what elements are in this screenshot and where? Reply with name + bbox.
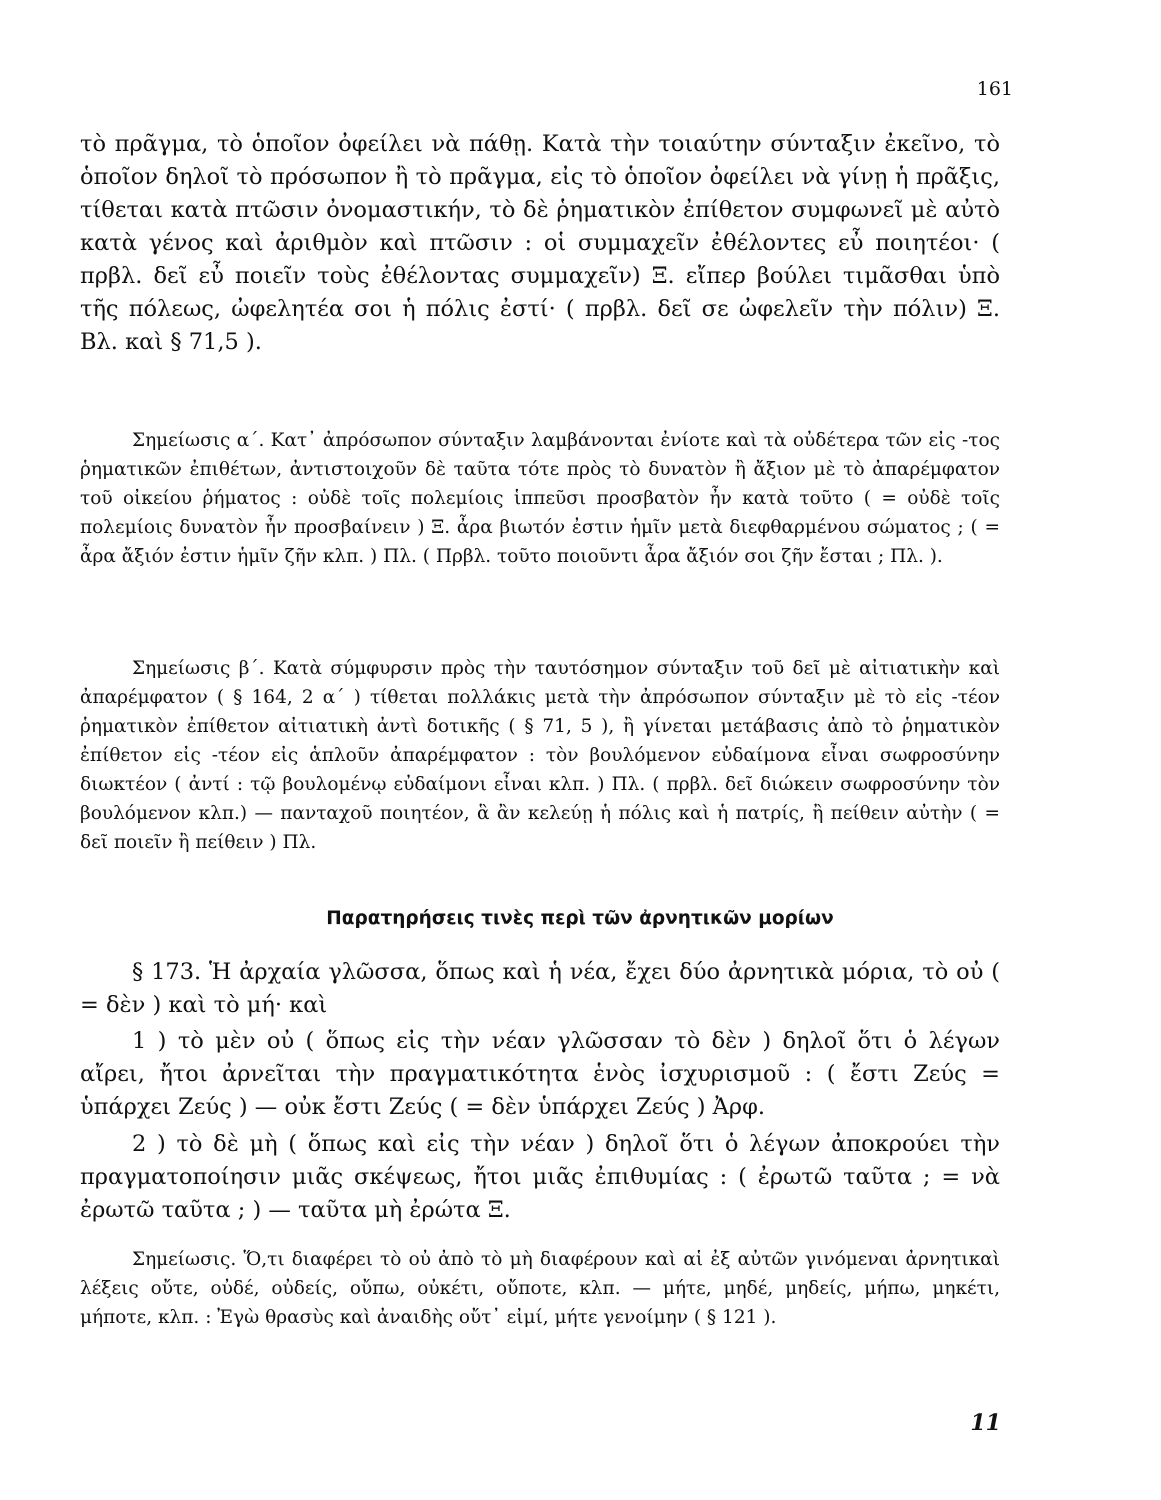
point-1-ou: 1 ) τὸ μὲν οὐ ( ὅπως εἰς τὴν νέαν γλῶσσαν τὸ δὲν ) δηλοῖ ὅτι ὁ λέγων αἴρει, ἤτοι ἀρνεῖται τὴν πραγματικότητα ἑνὸς ἰσχυρισμοῦ : ( ἔστι Ζεύς = ὑπάρχει Ζεύς ) — οὐκ ἔστι Ζεύς ( = δὲν ὑπάρχει Ζεύς ) Ἀρφ. bbox=[80, 1028, 1000, 1120]
section-heading: Παρατηρήσεις τινὲς περὶ τῶν ἀρνητικῶν μορίων bbox=[326, 908, 834, 929]
note-beta: Σημείωσις β΄. Κατὰ σύμφυρσιν πρὸς τὴν ταυτόσημον σύνταξιν τοῦ δεῖ μὲ αἰτιατικὴν καὶ ἀπαρέμφατον ( § 164, 2 α΄ ) τίθεται πολλάκις μετὰ τὴν ἀπρόσωπον σύνταξιν μὲ τὸ εἰς -τέον ῥηματικὸν ἐπίθετον αἰτιατικὴ ἀντὶ δοτικῆς ( § 71, 5 ), ἢ γίνεται μετάβασις ἀπὸ τὸ ῥηματικὸν ἐπίθετον εἰς -τέον εἰς ἁπλοῦν ἀπαρέμφατον : τὸν βουλόμενον εὐδαίμονα εἶναι σωφροσύνην διωκτέον ( ἀντί : τῷ βουλομένῳ εὐδαίμονι εἶναι κλπ. ) Πλ. ( πρβλ. δεῖ διώκειν σωφροσύνην τὸν βουλόμενον κλπ.) — πανταχοῦ ποιητέον, ἃ ἂν κελεύῃ ἡ πόλις καὶ ἡ πατρίς, ἢ πείθειν αὐτὴν ( = δεῖ ποιεῖν ἢ πείθειν ) Πλ. bbox=[80, 658, 1000, 853]
note-negative-words: Σημείωσις. Ὅ,τι διαφέρει τὸ οὐ ἀπὸ τὸ μὴ διαφέρουν καὶ αἱ ἐξ αὐτῶν γινόμεναι ἀρνητικαὶ λέξεις οὔτε, οὐδέ, οὐδείς, οὔπω, οὐκέτι, οὔποτε, κλπ. — μήτε, μηδέ, μηδείς, μήπω, μηκέτι, μήποτε, κλπ. : Ἐγὼ θρασὺς καὶ ἀναιδὴς οὔτ᾽ εἰμί, μήτε γενοίμην ( § 121 ). bbox=[80, 1249, 1000, 1328]
note-alpha: Σημείωσις α΄. Κατ᾽ ἀπρόσωπον σύνταξιν λαμβάνονται ἐνίοτε καὶ τὰ οὐδέτερα τῶν εἰς -τος ῥηματικῶν ἐπιθέτων, ἀντιστοιχοῦν δὲ ταῦτα τότε πρὸς τὸ δυνατὸν ἢ ἄξιον μὲ τὸ ἀπαρέμφατον τοῦ οἰκείου ῥήματος : οὐδὲ τοῖς πολεμίοις ἱππεῦσι προσβατὸν ἦν κατὰ τοῦτο ( = οὐδὲ τοῖς πολεμίοις δυνατὸν ἦν προσβαίνειν ) Ξ. ἆρα βιωτόν ἐστιν ἡμῖν μετὰ διεφθαρμένου σώματος ; ( = ἆρα ἄξιόν ἐστιν ἡμῖν ζῆν κλπ. ) Πλ. ( Πρβλ. τοῦτο ποιοῦντι ἆρα ἄξιόν σοι ζῆν ἔσται ; Πλ. ). bbox=[80, 430, 1000, 567]
printer-signature-mark: 11 bbox=[970, 1410, 1001, 1436]
paragraph-impersonal-construction: τὸ πρᾶγμα, τὸ ὁποῖον ὀφείλει νὰ πάθῃ. Κατὰ τὴν τοιαύτην σύνταξιν ἐκεῖνο, τὸ ὁποῖον δηλοῖ τὸ πρόσωπον ἢ τὸ πρᾶγμα, εἰς τὸ ὁποῖον ὀφείλει νὰ γίνῃ ἡ πρᾶξις, τίθεται κατὰ πτῶσιν ὀνομαστικήν, τὸ δὲ ῥηματικὸν ἐπίθετον συμφωνεῖ μὲ αὐτὸ κατὰ γένος καὶ ἀριθμὸν καὶ πτῶσιν : οἱ συμμαχεῖν ἐθέλοντες εὖ ποιητέοι· ( πρβλ. δεῖ εὖ ποιεῖν τοὺς ἐθέλοντας συμμαχεῖν) Ξ. εἴπερ βούλει τιμᾶσθαι ὑπὸ τῆς πόλεως, ὠφελητέα σοι ἡ πόλις ἐστί· ( πρβλ. δεῖ σε ὠφελεῖν τὴν πόλιν) Ξ. Βλ. καὶ § 71,5 ). bbox=[80, 131, 1000, 355]
point-2-me: 2 ) τὸ δὲ μὴ ( ὅπως καὶ εἰς τὴν νέαν ) δηλοῖ ὅτι ὁ λέγων ἀποκρούει τὴν πραγματοποίησιν μιᾶς σκέψεως, ἤτοι μιᾶς ἐπιθυμίας : ( ἐρωτῶ ταῦτα ; = νὰ ἐρωτῶ ταῦτα ; ) — ταῦτα μὴ ἐρώτα Ξ. bbox=[80, 1131, 1000, 1223]
page-number: 161 bbox=[976, 78, 1013, 100]
section-173-intro: § 173. Ἡ ἀρχαία γλῶσσα, ὅπως καὶ ἡ νέα, ἔχει δύο ἀρνητικὰ μόρια, τὸ οὐ ( = δὲν ) καὶ τὸ μή· καὶ bbox=[80, 959, 1000, 1018]
